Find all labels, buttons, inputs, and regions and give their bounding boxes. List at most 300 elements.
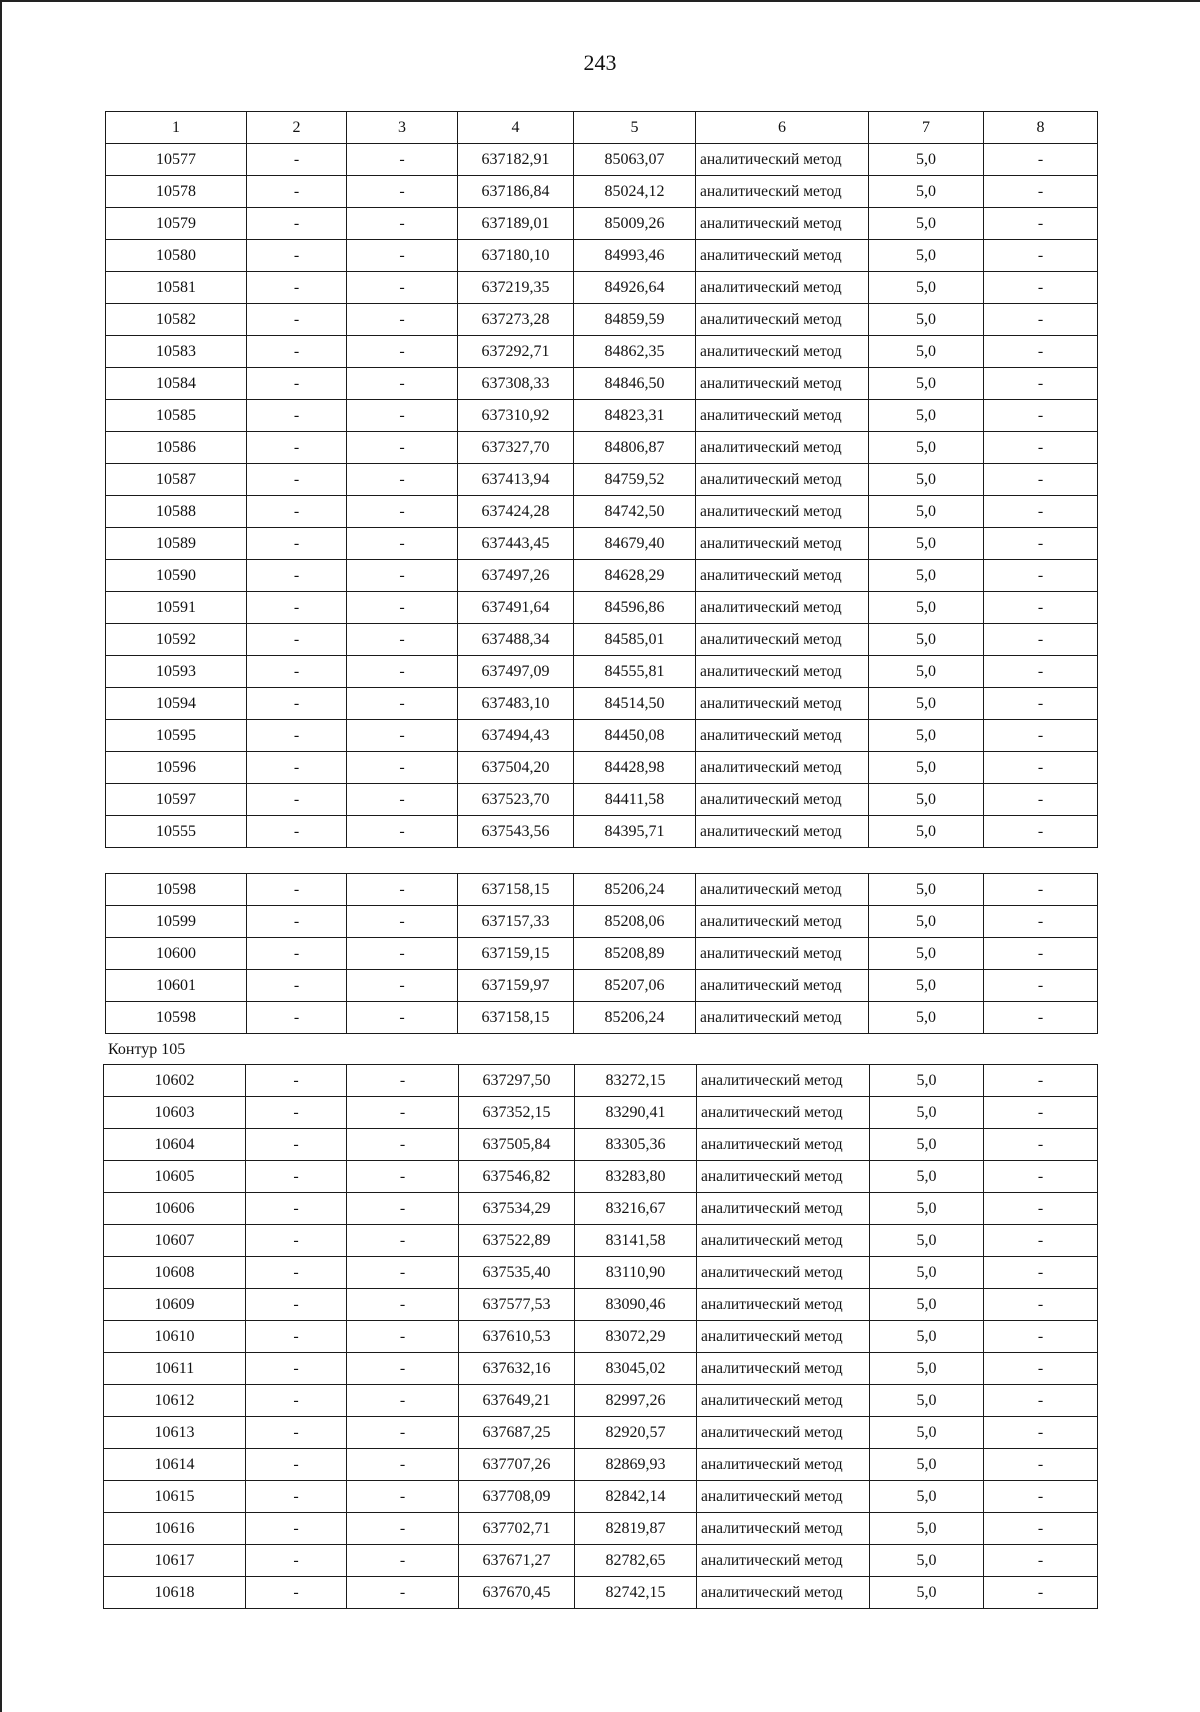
table-row	[106, 592, 1098, 624]
table-cell: 5,0	[870, 1225, 984, 1257]
table-cell: аналитический метод	[696, 938, 869, 970]
table-cell: 5,0	[869, 208, 984, 240]
contour-label: Контур 105	[108, 1041, 186, 1058]
table-cell: 5,0	[870, 1161, 984, 1193]
table-cell: -	[984, 874, 1098, 906]
table-row	[104, 1481, 1098, 1513]
table-cell: 5,0	[869, 400, 984, 432]
table-cell: аналитический метод	[696, 176, 869, 208]
table-cell: -	[347, 1129, 459, 1161]
table-cell: -	[984, 432, 1098, 464]
table-cell: аналитический метод	[697, 1321, 870, 1353]
table-cell: -	[984, 1225, 1098, 1257]
table-cell: -	[984, 1193, 1098, 1225]
table-cell: 82869,93	[575, 1449, 697, 1481]
table-cell: -	[984, 1513, 1098, 1545]
table-cell: -	[347, 906, 458, 938]
table-cell: -	[347, 1289, 459, 1321]
table-cell: 637707,26	[459, 1449, 575, 1481]
header-cell: 6	[696, 112, 869, 144]
table-cell: 637671,27	[459, 1545, 575, 1577]
table-cell: 10594	[106, 688, 247, 720]
table-cell: 10593	[106, 656, 247, 688]
table-cell: -	[247, 752, 347, 784]
table-row	[106, 464, 1098, 496]
table-cell: 10611	[104, 1353, 246, 1385]
table-cell: аналитический метод	[696, 752, 869, 784]
table-cell: 637687,25	[459, 1417, 575, 1449]
table-cell: 10603	[104, 1097, 246, 1129]
table-cell: 637670,45	[459, 1577, 575, 1609]
table-cell: 637494,43	[458, 720, 574, 752]
table-cell: -	[347, 752, 458, 784]
table-cell: 637180,10	[458, 240, 574, 272]
table-cell: -	[984, 816, 1098, 848]
table-row	[106, 560, 1098, 592]
table-cell: -	[347, 1577, 459, 1609]
table-cell: -	[984, 336, 1098, 368]
table-cell: -	[347, 1353, 459, 1385]
table-cell: 10610	[104, 1321, 246, 1353]
table-cell: 5,0	[870, 1353, 984, 1385]
table-cell: -	[247, 240, 347, 272]
table-cell: 5,0	[869, 906, 984, 938]
table-cell: -	[247, 816, 347, 848]
table-cell: -	[246, 1097, 347, 1129]
table-cell: аналитический метод	[696, 874, 869, 906]
table-cell: 10598	[106, 874, 247, 906]
table-cell: -	[347, 1545, 459, 1577]
table-cell: 5,0	[870, 1385, 984, 1417]
table-cell: -	[984, 560, 1098, 592]
table-cell: аналитический метод	[696, 592, 869, 624]
table-cell: 637310,92	[458, 400, 574, 432]
table-row	[106, 208, 1098, 240]
table-cell: 84596,86	[574, 592, 696, 624]
table-cell: аналитический метод	[697, 1225, 870, 1257]
table-cell: 637327,70	[458, 432, 574, 464]
table-cell: -	[247, 560, 347, 592]
table-cell: 85208,06	[574, 906, 696, 938]
table-cell: 5,0	[870, 1129, 984, 1161]
table-cell: -	[984, 240, 1098, 272]
table-cell: 10602	[104, 1065, 246, 1097]
table-cell: 5,0	[870, 1449, 984, 1481]
table-cell: -	[347, 336, 458, 368]
table-cell: 85009,26	[574, 208, 696, 240]
table-row	[104, 1449, 1098, 1481]
coordinates-table-section-2	[105, 873, 1098, 1034]
table-cell: 5,0	[869, 304, 984, 336]
table-cell: 637158,15	[458, 1002, 574, 1034]
table-cell: 637610,53	[459, 1321, 575, 1353]
table-cell: 637546,82	[459, 1161, 575, 1193]
scan-edge-left	[0, 0, 2, 1712]
table-cell: -	[984, 1417, 1098, 1449]
table-cell: 83216,67	[575, 1193, 697, 1225]
table-cell: 5,0	[869, 560, 984, 592]
table-cell: 637159,97	[458, 970, 574, 1002]
table-cell: 637186,84	[458, 176, 574, 208]
table-cell: -	[984, 592, 1098, 624]
table-cell: -	[347, 304, 458, 336]
table-cell: -	[984, 720, 1098, 752]
table-cell: аналитический метод	[697, 1129, 870, 1161]
table-cell: 5,0	[870, 1577, 984, 1609]
table-cell: 85207,06	[574, 970, 696, 1002]
table-cell: 10612	[104, 1385, 246, 1417]
table-cell: -	[347, 240, 458, 272]
table-cell: -	[984, 496, 1098, 528]
table-row	[106, 656, 1098, 688]
table-cell: -	[247, 528, 347, 560]
table-cell: аналитический метод	[696, 816, 869, 848]
table-cell: 83110,90	[575, 1257, 697, 1289]
table-cell: 82742,15	[575, 1577, 697, 1609]
table-cell: аналитический метод	[697, 1065, 870, 1097]
coordinates-table-contour-105	[103, 1064, 1098, 1609]
table-cell: -	[347, 1257, 459, 1289]
table-cell: 5,0	[869, 528, 984, 560]
table-row	[104, 1385, 1098, 1417]
table-cell: 84628,29	[574, 560, 696, 592]
table-cell: 637535,40	[459, 1257, 575, 1289]
table-cell: 10584	[106, 368, 247, 400]
table-cell: -	[246, 1513, 347, 1545]
table-cell: -	[247, 336, 347, 368]
table-cell: -	[247, 368, 347, 400]
table-cell: 5,0	[869, 1002, 984, 1034]
table-cell: аналитический метод	[696, 304, 869, 336]
table-cell: 10582	[106, 304, 247, 336]
table-cell: -	[347, 592, 458, 624]
table-row	[104, 1129, 1098, 1161]
table-cell: 637491,64	[458, 592, 574, 624]
table-cell: 5,0	[869, 970, 984, 1002]
table-cell: 637504,20	[458, 752, 574, 784]
table-row	[104, 1353, 1098, 1385]
table-cell: -	[984, 656, 1098, 688]
table-cell: 637505,84	[459, 1129, 575, 1161]
table-cell: -	[347, 1513, 459, 1545]
table-row	[104, 1225, 1098, 1257]
table-row	[106, 938, 1098, 970]
table-cell: аналитический метод	[696, 464, 869, 496]
table-row	[106, 144, 1098, 176]
table-cell: 5,0	[869, 144, 984, 176]
table-cell: аналитический метод	[697, 1577, 870, 1609]
table-cell: 637483,10	[458, 688, 574, 720]
table-cell: 5,0	[869, 496, 984, 528]
table-cell: 10598	[106, 1002, 247, 1034]
table-row	[106, 176, 1098, 208]
table-cell: -	[984, 304, 1098, 336]
table-cell: -	[984, 1097, 1098, 1129]
table-cell: 10615	[104, 1481, 246, 1513]
table-cell: 5,0	[869, 784, 984, 816]
table-cell: 5,0	[870, 1417, 984, 1449]
table-cell: 10578	[106, 176, 247, 208]
table-cell: -	[246, 1385, 347, 1417]
table-cell: -	[247, 144, 347, 176]
table-cell: 5,0	[869, 688, 984, 720]
table-cell: -	[984, 1161, 1098, 1193]
table-cell: 82997,26	[575, 1385, 697, 1417]
table-cell: -	[247, 400, 347, 432]
table-row	[104, 1065, 1098, 1097]
table-cell: -	[984, 1577, 1098, 1609]
table-cell: -	[247, 176, 347, 208]
table-row	[106, 874, 1098, 906]
table-cell: 5,0	[869, 752, 984, 784]
table-cell: 10618	[104, 1577, 246, 1609]
table-cell: 10596	[106, 752, 247, 784]
table-cell: -	[347, 1225, 459, 1257]
table-cell: 637702,71	[459, 1513, 575, 1545]
table-cell: 84806,87	[574, 432, 696, 464]
table-row	[106, 432, 1098, 464]
table-cell: 10601	[106, 970, 247, 1002]
table-cell: аналитический метод	[696, 496, 869, 528]
table-cell: аналитический метод	[697, 1097, 870, 1129]
table-cell: 10577	[106, 144, 247, 176]
table-row	[104, 1257, 1098, 1289]
table-cell: 10614	[104, 1449, 246, 1481]
table-cell: 83272,15	[575, 1065, 697, 1097]
table-cell: -	[984, 1385, 1098, 1417]
table-cell: аналитический метод	[696, 144, 869, 176]
table-cell: 10583	[106, 336, 247, 368]
table-row	[104, 1321, 1098, 1353]
coordinates-table-main	[105, 111, 1098, 848]
table-cell: -	[347, 1481, 459, 1513]
table-cell: 10587	[106, 464, 247, 496]
table-cell: 637413,94	[458, 464, 574, 496]
table-cell: -	[984, 1545, 1098, 1577]
table-cell: -	[347, 528, 458, 560]
table-cell: -	[246, 1353, 347, 1385]
table-cell: 10613	[104, 1417, 246, 1449]
table-row	[106, 752, 1098, 784]
table-cell: -	[247, 1002, 347, 1034]
table-cell: 10579	[106, 208, 247, 240]
table-cell: аналитический метод	[697, 1289, 870, 1321]
table-cell: 5,0	[870, 1289, 984, 1321]
table-cell: 83141,58	[575, 1225, 697, 1257]
table-cell: 83072,29	[575, 1321, 697, 1353]
table-row	[104, 1417, 1098, 1449]
table-cell: аналитический метод	[696, 400, 869, 432]
table-cell: 637292,71	[458, 336, 574, 368]
table-cell: 637523,70	[458, 784, 574, 816]
table-cell: 637182,91	[458, 144, 574, 176]
table-cell: аналитический метод	[696, 528, 869, 560]
table-cell: 10600	[106, 938, 247, 970]
table-cell: 637424,28	[458, 496, 574, 528]
header-cell: 4	[458, 112, 574, 144]
table-cell: 10585	[106, 400, 247, 432]
table-cell: 637352,15	[459, 1097, 575, 1129]
table-cell: 83305,36	[575, 1129, 697, 1161]
table-cell: 637497,09	[458, 656, 574, 688]
table-cell: аналитический метод	[696, 272, 869, 304]
table-cell: -	[347, 874, 458, 906]
table-cell: 5,0	[870, 1481, 984, 1513]
table-cell: 10590	[106, 560, 247, 592]
table-cell: -	[347, 496, 458, 528]
table-cell: 82842,14	[575, 1481, 697, 1513]
table-row	[104, 1513, 1098, 1545]
table-cell: 5,0	[869, 938, 984, 970]
table-cell: 637158,15	[458, 874, 574, 906]
table-row	[106, 970, 1098, 1002]
table-cell: аналитический метод	[696, 560, 869, 592]
table-cell: 5,0	[870, 1513, 984, 1545]
table-row	[106, 496, 1098, 528]
table-cell: -	[984, 1481, 1098, 1513]
table-cell: 10616	[104, 1513, 246, 1545]
table-cell: -	[984, 906, 1098, 938]
table-cell: -	[347, 816, 458, 848]
header-row	[106, 112, 1098, 144]
table-cell: -	[347, 176, 458, 208]
table-cell: аналитический метод	[697, 1449, 870, 1481]
table-cell: -	[347, 970, 458, 1002]
table-cell: -	[984, 752, 1098, 784]
table-cell: -	[247, 656, 347, 688]
table-cell: 5,0	[870, 1065, 984, 1097]
table-cell: 10586	[106, 432, 247, 464]
table-cell: -	[984, 208, 1098, 240]
table-cell: -	[984, 1353, 1098, 1385]
table-row	[104, 1577, 1098, 1609]
header-cell: 1	[106, 112, 247, 144]
table-cell: 637522,89	[459, 1225, 575, 1257]
table-cell: -	[247, 272, 347, 304]
table-cell: -	[247, 938, 347, 970]
table-cell: 5,0	[869, 368, 984, 400]
table-cell: -	[347, 1449, 459, 1481]
table-cell: -	[246, 1065, 347, 1097]
table-cell: 5,0	[869, 336, 984, 368]
table-row	[104, 1193, 1098, 1225]
table-cell: -	[347, 1065, 459, 1097]
table-cell: -	[247, 688, 347, 720]
table-cell: аналитический метод	[696, 208, 869, 240]
header-cell: 7	[869, 112, 984, 144]
table-cell: аналитический метод	[697, 1385, 870, 1417]
table-cell: аналитический метод	[697, 1545, 870, 1577]
table-cell: 5,0	[869, 272, 984, 304]
table-cell: -	[246, 1545, 347, 1577]
table-cell: -	[347, 400, 458, 432]
table-cell: 5,0	[869, 240, 984, 272]
table-cell: -	[347, 784, 458, 816]
scan-edge-top	[0, 0, 1200, 2]
table-cell: 5,0	[870, 1321, 984, 1353]
table-cell: -	[347, 208, 458, 240]
table-cell: аналитический метод	[696, 1002, 869, 1034]
table-cell: 10589	[106, 528, 247, 560]
table-cell: 82920,57	[575, 1417, 697, 1449]
table-row	[106, 688, 1098, 720]
page-number: 243	[583, 50, 617, 75]
table-cell: -	[347, 1193, 459, 1225]
table-cell: 85024,12	[574, 176, 696, 208]
table-cell: 10608	[104, 1257, 246, 1289]
table-cell: -	[246, 1161, 347, 1193]
table-cell: 637632,16	[459, 1353, 575, 1385]
table-cell: -	[247, 208, 347, 240]
table-row	[104, 1161, 1098, 1193]
table-cell: -	[347, 624, 458, 656]
table-cell: 84428,98	[574, 752, 696, 784]
table-row	[106, 336, 1098, 368]
table-cell: -	[247, 624, 347, 656]
table-cell: 10592	[106, 624, 247, 656]
table-cell: -	[984, 1129, 1098, 1161]
table-cell: 10581	[106, 272, 247, 304]
table-cell: аналитический метод	[696, 906, 869, 938]
table-row	[106, 816, 1098, 848]
table-cell: аналитический метод	[696, 240, 869, 272]
table-cell: -	[347, 432, 458, 464]
table-cell: -	[984, 1002, 1098, 1034]
table-cell: аналитический метод	[697, 1513, 870, 1545]
table-row	[104, 1097, 1098, 1129]
table-cell: аналитический метод	[696, 336, 869, 368]
table-cell: аналитический метод	[696, 688, 869, 720]
table-cell: 84926,64	[574, 272, 696, 304]
table-row	[106, 528, 1098, 560]
section-2-rows	[106, 874, 1098, 1034]
table-cell: 10604	[104, 1129, 246, 1161]
table-cell: аналитический метод	[696, 432, 869, 464]
table-cell: -	[347, 272, 458, 304]
table-cell: -	[347, 560, 458, 592]
table-cell: 637297,50	[459, 1065, 575, 1097]
table-cell: аналитический метод	[697, 1193, 870, 1225]
table-cell: 637159,15	[458, 938, 574, 970]
section-1-rows	[106, 144, 1098, 848]
table-cell: аналитический метод	[696, 784, 869, 816]
table-cell: -	[247, 970, 347, 1002]
table-cell: 637157,33	[458, 906, 574, 938]
table-row	[106, 272, 1098, 304]
table-row	[106, 368, 1098, 400]
table-cell: -	[984, 938, 1098, 970]
table-cell: -	[246, 1225, 347, 1257]
table-cell: 637577,53	[459, 1289, 575, 1321]
table-cell: 637273,28	[458, 304, 574, 336]
table-cell: аналитический метод	[697, 1417, 870, 1449]
table-cell: -	[246, 1481, 347, 1513]
table-cell: -	[246, 1193, 347, 1225]
table-row	[106, 240, 1098, 272]
table-cell: 5,0	[870, 1193, 984, 1225]
table-cell: 637219,35	[458, 272, 574, 304]
table-cell: -	[246, 1449, 347, 1481]
table-cell: 10555	[106, 816, 247, 848]
table-cell: аналитический метод	[697, 1353, 870, 1385]
table-row	[104, 1289, 1098, 1321]
table-cell: 85206,24	[574, 874, 696, 906]
table-cell: 84823,31	[574, 400, 696, 432]
table-cell: 84742,50	[574, 496, 696, 528]
table-cell: аналитический метод	[696, 368, 869, 400]
table-cell: 10607	[104, 1225, 246, 1257]
header-cell: 8	[984, 112, 1098, 144]
